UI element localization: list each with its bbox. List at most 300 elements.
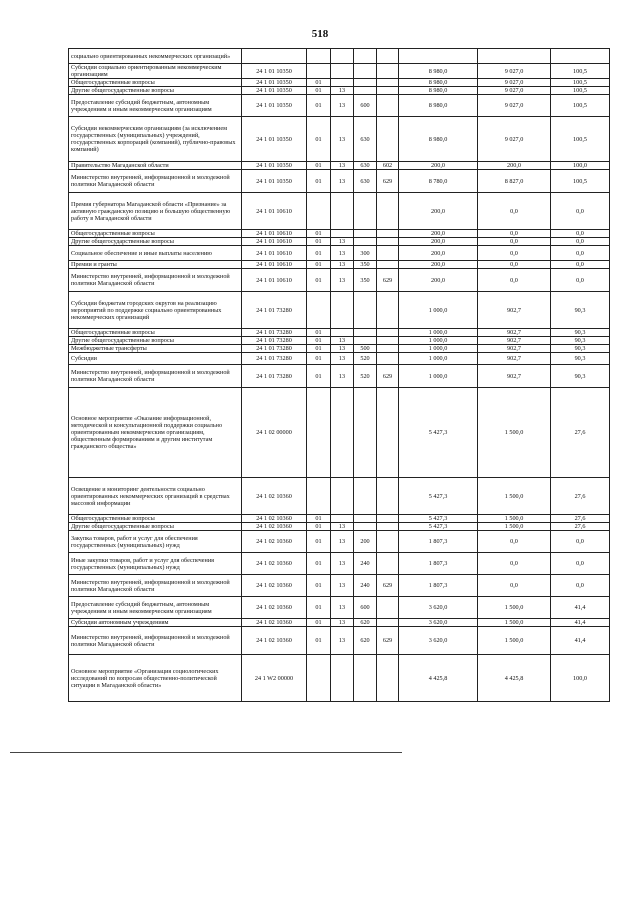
row-administrator — [377, 655, 399, 702]
row-administrator — [377, 238, 399, 246]
row-execution-percent: 100,5 — [551, 117, 610, 162]
row-executed-amount: 9 027,0 — [478, 95, 551, 117]
row-section — [307, 292, 331, 329]
row-subsection — [331, 388, 354, 478]
page-number: 518 — [311, 28, 329, 40]
footer-divider — [10, 752, 402, 753]
row-expense-type: 240 — [354, 575, 377, 597]
table-row — [69, 337, 610, 345]
table-row — [69, 345, 610, 353]
row-approved-amount: 5 427,3 — [399, 388, 478, 478]
row-execution-percent: 0,0 — [551, 193, 610, 230]
row-section: 01 — [307, 87, 331, 95]
row-name: социально ориентированных некоммерческих организаций» — [69, 49, 242, 64]
row-execution-percent: 41,4 — [551, 619, 610, 627]
row-subsection: 13 — [331, 117, 354, 162]
row-execution-percent: 0,0 — [551, 230, 610, 238]
table-row — [69, 597, 610, 619]
row-administrator — [377, 553, 399, 575]
row-administrator: 602 — [377, 162, 399, 170]
row-expense-type: 520 — [354, 353, 377, 365]
row-target-code: 24 1 01 10610 — [242, 230, 307, 238]
table-row — [69, 193, 610, 230]
row-expense-type: 630 — [354, 170, 377, 193]
row-subsection: 13 — [331, 87, 354, 95]
row-approved-amount: 3 620,0 — [399, 619, 478, 627]
row-administrator — [377, 230, 399, 238]
row-expense-type: 350 — [354, 261, 377, 269]
row-section: 01 — [307, 261, 331, 269]
table-row — [69, 162, 610, 170]
table-row — [69, 353, 610, 365]
table-row — [69, 292, 610, 329]
row-name: Субсидии некоммерческим организациям (за исключением государственных (муниципальных) учреждений, государственных корпораций (компаний), публично-правовых компаний) — [69, 117, 242, 162]
row-executed-amount: 0,0 — [478, 553, 551, 575]
row-section — [307, 49, 331, 64]
row-target-code: 24 1 01 73280 — [242, 353, 307, 365]
row-expense-type: 240 — [354, 553, 377, 575]
row-name: Министерство внутренней, информационной и молодежной политики Магаданской области — [69, 627, 242, 655]
row-expense-type: 350 — [354, 269, 377, 292]
row-section: 01 — [307, 95, 331, 117]
row-execution-percent: 100,5 — [551, 64, 610, 79]
row-subsection: 13 — [331, 531, 354, 553]
row-administrator — [377, 49, 399, 64]
row-executed-amount: 0,0 — [478, 531, 551, 553]
row-administrator — [377, 337, 399, 345]
row-execution-percent: 27,6 — [551, 523, 610, 531]
row-subsection: 13 — [331, 575, 354, 597]
row-expense-type — [354, 87, 377, 95]
row-approved-amount: 3 620,0 — [399, 627, 478, 655]
row-administrator — [377, 87, 399, 95]
row-subsection: 13 — [331, 337, 354, 345]
row-name: Премия губернатора Магаданской области «Признание» за активную гражданскую позицию и большую общественную работу в Магаданской области — [69, 193, 242, 230]
row-approved-amount: 8 980,0 — [399, 95, 478, 117]
row-expense-type — [354, 193, 377, 230]
row-expense-type — [354, 329, 377, 337]
row-executed-amount: 200,0 — [478, 162, 551, 170]
row-expense-type: 600 — [354, 95, 377, 117]
table-row — [69, 170, 610, 193]
row-name: Министерство внутренней, информационной и молодежной политики Магаданской области — [69, 170, 242, 193]
row-subsection: 13 — [331, 597, 354, 619]
row-execution-percent: 0,0 — [551, 269, 610, 292]
row-execution-percent: 90,3 — [551, 292, 610, 329]
row-administrator — [377, 345, 399, 353]
row-executed-amount: 902,7 — [478, 345, 551, 353]
row-expense-type — [354, 388, 377, 478]
row-section: 01 — [307, 553, 331, 575]
row-execution-percent: 100,0 — [551, 655, 610, 702]
row-name: Субсидии бюджетам городских округов на реализацию мероприятий по поддержке социально ориентированных некоммерческих организаций — [69, 292, 242, 329]
row-administrator — [377, 531, 399, 553]
row-section — [307, 64, 331, 79]
row-administrator: 629 — [377, 575, 399, 597]
row-expense-type: 200 — [354, 531, 377, 553]
row-administrator — [377, 117, 399, 162]
row-section — [307, 388, 331, 478]
row-name: Субсидии социально ориентированным некоммерческим организациям — [69, 64, 242, 79]
row-executed-amount: 0,0 — [478, 261, 551, 269]
row-administrator — [377, 292, 399, 329]
row-target-code: 24 1 W2 00000 — [242, 655, 307, 702]
table-row — [69, 269, 610, 292]
row-executed-amount: 8 827,0 — [478, 170, 551, 193]
row-section: 01 — [307, 619, 331, 627]
table-row — [69, 261, 610, 269]
row-name: Основное мероприятие «Оказание информационной, методической и консультационной поддержки социально ориентированным некоммерческим организациям, общественным формированиям и другим институтам гражданского общества» — [69, 388, 242, 478]
row-name: Общегосударственные вопросы — [69, 515, 242, 523]
row-target-code: 24 1 01 73280 — [242, 292, 307, 329]
row-execution-percent: 90,3 — [551, 353, 610, 365]
row-execution-percent: 0,0 — [551, 261, 610, 269]
row-execution-percent: 100,0 — [551, 162, 610, 170]
row-expense-type — [354, 478, 377, 515]
row-expense-type — [354, 523, 377, 531]
row-section: 01 — [307, 345, 331, 353]
row-expense-type — [354, 49, 377, 64]
row-executed-amount: 902,7 — [478, 365, 551, 388]
row-approved-amount: 8 980,0 — [399, 87, 478, 95]
row-subsection: 13 — [331, 162, 354, 170]
row-name: Предоставление субсидий бюджетным, автономным учреждениям и иным некоммерческим организациям — [69, 95, 242, 117]
row-executed-amount: 1 500,0 — [478, 597, 551, 619]
row-approved-amount: 200,0 — [399, 261, 478, 269]
row-expense-type: 500 — [354, 345, 377, 353]
row-execution-percent: 100,5 — [551, 87, 610, 95]
row-administrator — [377, 79, 399, 87]
row-section: 01 — [307, 337, 331, 345]
row-subsection: 13 — [331, 553, 354, 575]
row-name: Основное мероприятие «Организация социологических исследований по вопросам общественно-политической ситуации в Магаданской области» — [69, 655, 242, 702]
row-execution-percent: 0,0 — [551, 238, 610, 246]
table-row — [69, 95, 610, 117]
row-executed-amount: 1 500,0 — [478, 515, 551, 523]
row-administrator — [377, 95, 399, 117]
row-target-code: 24 1 01 10350 — [242, 170, 307, 193]
row-execution-percent: 27,6 — [551, 515, 610, 523]
row-executed-amount: 1 500,0 — [478, 388, 551, 478]
table-row — [69, 246, 610, 261]
row-approved-amount: 1 000,0 — [399, 365, 478, 388]
row-execution-percent: 100,5 — [551, 170, 610, 193]
row-section: 01 — [307, 117, 331, 162]
row-subsection: 13 — [331, 353, 354, 365]
row-subsection — [331, 515, 354, 523]
row-section: 01 — [307, 515, 331, 523]
row-section: 01 — [307, 79, 331, 87]
row-subsection: 13 — [331, 619, 354, 627]
row-target-code: 24 1 01 73280 — [242, 365, 307, 388]
row-target-code: 24 1 01 10350 — [242, 162, 307, 170]
row-executed-amount: 0,0 — [478, 238, 551, 246]
row-executed-amount: 902,7 — [478, 292, 551, 329]
row-name: Субсидии автономным учреждениям — [69, 619, 242, 627]
row-name: Субсидии — [69, 353, 242, 365]
row-target-code: 24 1 01 10610 — [242, 238, 307, 246]
row-target-code: 24 1 02 10360 — [242, 515, 307, 523]
row-administrator — [377, 246, 399, 261]
row-name: Предоставление субсидий бюджетным, автономным учреждениям и иным некоммерческим организациям — [69, 597, 242, 619]
row-name: Другие общегосударственные вопросы — [69, 87, 242, 95]
row-execution-percent: 27,6 — [551, 388, 610, 478]
row-subsection — [331, 193, 354, 230]
row-administrator — [377, 523, 399, 531]
row-executed-amount: 9 027,0 — [478, 87, 551, 95]
row-target-code: 24 1 01 10610 — [242, 193, 307, 230]
row-approved-amount: 8 980,0 — [399, 117, 478, 162]
table-row — [69, 515, 610, 523]
row-approved-amount: 200,0 — [399, 269, 478, 292]
row-subsection: 13 — [331, 269, 354, 292]
row-target-code: 24 1 02 10360 — [242, 553, 307, 575]
row-section: 01 — [307, 246, 331, 261]
row-subsection — [331, 478, 354, 515]
row-expense-type — [354, 515, 377, 523]
row-approved-amount: 3 620,0 — [399, 597, 478, 619]
row-section: 01 — [307, 627, 331, 655]
row-executed-amount: 0,0 — [478, 575, 551, 597]
table-row — [69, 230, 610, 238]
row-administrator — [377, 388, 399, 478]
row-subsection — [331, 49, 354, 64]
table-row — [69, 79, 610, 87]
row-approved-amount: 1 807,3 — [399, 553, 478, 575]
row-target-code: 24 1 02 10360 — [242, 627, 307, 655]
row-expense-type: 600 — [354, 597, 377, 619]
row-name: Премии и гранты — [69, 261, 242, 269]
row-executed-amount: 902,7 — [478, 353, 551, 365]
row-executed-amount: 1 500,0 — [478, 619, 551, 627]
row-execution-percent: 90,3 — [551, 345, 610, 353]
row-expense-type: 300 — [354, 246, 377, 261]
row-administrator — [377, 619, 399, 627]
row-executed-amount: 9 027,0 — [478, 117, 551, 162]
row-name: Министерство внутренней, информационной и молодежной политики Магаданской области — [69, 365, 242, 388]
row-name: Другие общегосударственные вопросы — [69, 238, 242, 246]
table-row — [69, 238, 610, 246]
row-expense-type — [354, 238, 377, 246]
row-approved-amount: 5 427,3 — [399, 515, 478, 523]
row-approved-amount: 1 000,0 — [399, 337, 478, 345]
row-target-code: 24 1 01 10610 — [242, 246, 307, 261]
row-execution-percent: 100,5 — [551, 95, 610, 117]
row-subsection: 13 — [331, 523, 354, 531]
row-target-code — [242, 49, 307, 64]
row-target-code: 24 1 02 10360 — [242, 531, 307, 553]
table-row — [69, 478, 610, 515]
row-executed-amount: 0,0 — [478, 269, 551, 292]
table-row — [69, 117, 610, 162]
row-subsection — [331, 230, 354, 238]
table-row — [69, 329, 610, 337]
table-row — [69, 365, 610, 388]
row-administrator — [377, 478, 399, 515]
row-executed-amount — [478, 49, 551, 64]
row-execution-percent: 0,0 — [551, 531, 610, 553]
row-subsection: 13 — [331, 246, 354, 261]
row-approved-amount: 1 807,3 — [399, 575, 478, 597]
table-row — [69, 575, 610, 597]
row-name: Общегосударственные вопросы — [69, 79, 242, 87]
row-subsection — [331, 79, 354, 87]
row-approved-amount: 5 427,3 — [399, 478, 478, 515]
row-approved-amount: 200,0 — [399, 238, 478, 246]
row-subsection — [331, 64, 354, 79]
row-name: Общегосударственные вопросы — [69, 329, 242, 337]
table-row — [69, 87, 610, 95]
row-subsection: 13 — [331, 238, 354, 246]
row-approved-amount: 1 000,0 — [399, 329, 478, 337]
row-section: 01 — [307, 269, 331, 292]
table-row — [69, 655, 610, 702]
row-subsection: 13 — [331, 627, 354, 655]
row-executed-amount: 0,0 — [478, 230, 551, 238]
row-execution-percent: 0,0 — [551, 553, 610, 575]
row-section: 01 — [307, 523, 331, 531]
row-administrator: 629 — [377, 365, 399, 388]
row-target-code: 24 1 01 10350 — [242, 87, 307, 95]
row-executed-amount: 9 027,0 — [478, 79, 551, 87]
row-executed-amount: 0,0 — [478, 246, 551, 261]
row-target-code: 24 1 01 10350 — [242, 79, 307, 87]
table-body — [69, 49, 610, 702]
row-section: 01 — [307, 170, 331, 193]
row-expense-type — [354, 337, 377, 345]
row-name: Правительство Магаданской области — [69, 162, 242, 170]
row-expense-type — [354, 230, 377, 238]
row-approved-amount: 1 000,0 — [399, 353, 478, 365]
row-section: 01 — [307, 531, 331, 553]
row-target-code: 24 1 02 10360 — [242, 597, 307, 619]
row-target-code: 24 1 01 73280 — [242, 345, 307, 353]
row-approved-amount: 200,0 — [399, 162, 478, 170]
row-execution-percent: 0,0 — [551, 246, 610, 261]
row-administrator — [377, 193, 399, 230]
row-section: 01 — [307, 329, 331, 337]
row-target-code: 24 1 01 10610 — [242, 261, 307, 269]
row-approved-amount: 200,0 — [399, 230, 478, 238]
table-row — [69, 627, 610, 655]
row-target-code: 24 1 02 00000 — [242, 388, 307, 478]
row-section — [307, 193, 331, 230]
row-subsection: 13 — [331, 345, 354, 353]
row-subsection — [331, 655, 354, 702]
row-expense-type — [354, 64, 377, 79]
row-target-code: 24 1 01 10350 — [242, 95, 307, 117]
row-expense-type — [354, 655, 377, 702]
row-administrator: 629 — [377, 627, 399, 655]
table-row — [69, 523, 610, 531]
row-target-code: 24 1 02 10360 — [242, 478, 307, 515]
row-administrator — [377, 515, 399, 523]
row-subsection — [331, 292, 354, 329]
row-administrator — [377, 597, 399, 619]
row-target-code: 24 1 01 73280 — [242, 337, 307, 345]
row-name: Министерство внутренней, информационной и молодежной политики Магаданской области — [69, 269, 242, 292]
row-section: 01 — [307, 575, 331, 597]
row-administrator — [377, 353, 399, 365]
budget-table — [68, 48, 610, 702]
row-executed-amount: 1 500,0 — [478, 523, 551, 531]
row-name: Другие общегосударственные вопросы — [69, 523, 242, 531]
row-executed-amount: 902,7 — [478, 337, 551, 345]
row-section: 01 — [307, 597, 331, 619]
table-row — [69, 619, 610, 627]
row-target-code: 24 1 02 10360 — [242, 619, 307, 627]
row-subsection: 13 — [331, 365, 354, 388]
row-expense-type: 630 — [354, 162, 377, 170]
table-row — [69, 49, 610, 64]
row-section — [307, 655, 331, 702]
row-execution-percent: 41,4 — [551, 597, 610, 619]
row-section: 01 — [307, 162, 331, 170]
row-approved-amount: 1 807,3 — [399, 531, 478, 553]
row-approved-amount: 200,0 — [399, 193, 478, 230]
row-target-code: 24 1 01 10350 — [242, 64, 307, 79]
row-execution-percent: 0,0 — [551, 575, 610, 597]
table-row — [69, 531, 610, 553]
row-target-code: 24 1 02 10360 — [242, 575, 307, 597]
row-section: 01 — [307, 365, 331, 388]
row-executed-amount: 4 425,8 — [478, 655, 551, 702]
row-target-code: 24 1 02 10360 — [242, 523, 307, 531]
row-section — [307, 478, 331, 515]
row-executed-amount: 9 027,0 — [478, 64, 551, 79]
row-expense-type — [354, 79, 377, 87]
row-approved-amount: 5 427,3 — [399, 523, 478, 531]
row-target-code: 24 1 01 73280 — [242, 329, 307, 337]
row-name: Закупка товаров, работ и услуг для обеспечения государственных (муниципальных) нужд — [69, 531, 242, 553]
row-section: 01 — [307, 230, 331, 238]
row-execution-percent: 41,4 — [551, 627, 610, 655]
row-expense-type: 520 — [354, 365, 377, 388]
row-execution-percent: 27,6 — [551, 478, 610, 515]
row-approved-amount: 8 980,0 — [399, 79, 478, 87]
row-approved-amount: 4 425,8 — [399, 655, 478, 702]
row-administrator: 629 — [377, 269, 399, 292]
row-executed-amount: 1 500,0 — [478, 478, 551, 515]
table-row — [69, 388, 610, 478]
table-row — [69, 64, 610, 79]
row-subsection: 13 — [331, 261, 354, 269]
row-approved-amount — [399, 49, 478, 64]
row-name: Другие общегосударственные вопросы — [69, 337, 242, 345]
row-executed-amount: 902,7 — [478, 329, 551, 337]
row-name: Освещение и мониторинг деятельности социально ориентированных некоммерческих организаций в средствах массовой информации — [69, 478, 242, 515]
row-execution-percent: 90,3 — [551, 329, 610, 337]
row-approved-amount: 200,0 — [399, 246, 478, 261]
row-subsection — [331, 329, 354, 337]
row-section: 01 — [307, 353, 331, 365]
row-expense-type: 620 — [354, 627, 377, 655]
row-name: Иные закупки товаров, работ и услуг для обеспечения государственных (муниципальных) нужд — [69, 553, 242, 575]
row-subsection: 13 — [331, 170, 354, 193]
row-execution-percent — [551, 49, 610, 64]
row-executed-amount: 0,0 — [478, 193, 551, 230]
row-administrator — [377, 64, 399, 79]
row-section: 01 — [307, 238, 331, 246]
row-name: Социальное обеспечение и иные выплаты населению — [69, 246, 242, 261]
row-execution-percent: 90,3 — [551, 365, 610, 388]
row-administrator — [377, 329, 399, 337]
row-approved-amount: 1 000,0 — [399, 292, 478, 329]
row-expense-type — [354, 292, 377, 329]
row-approved-amount: 8 980,0 — [399, 64, 478, 79]
row-name: Межбюджетные трансферты — [69, 345, 242, 353]
table-row — [69, 553, 610, 575]
